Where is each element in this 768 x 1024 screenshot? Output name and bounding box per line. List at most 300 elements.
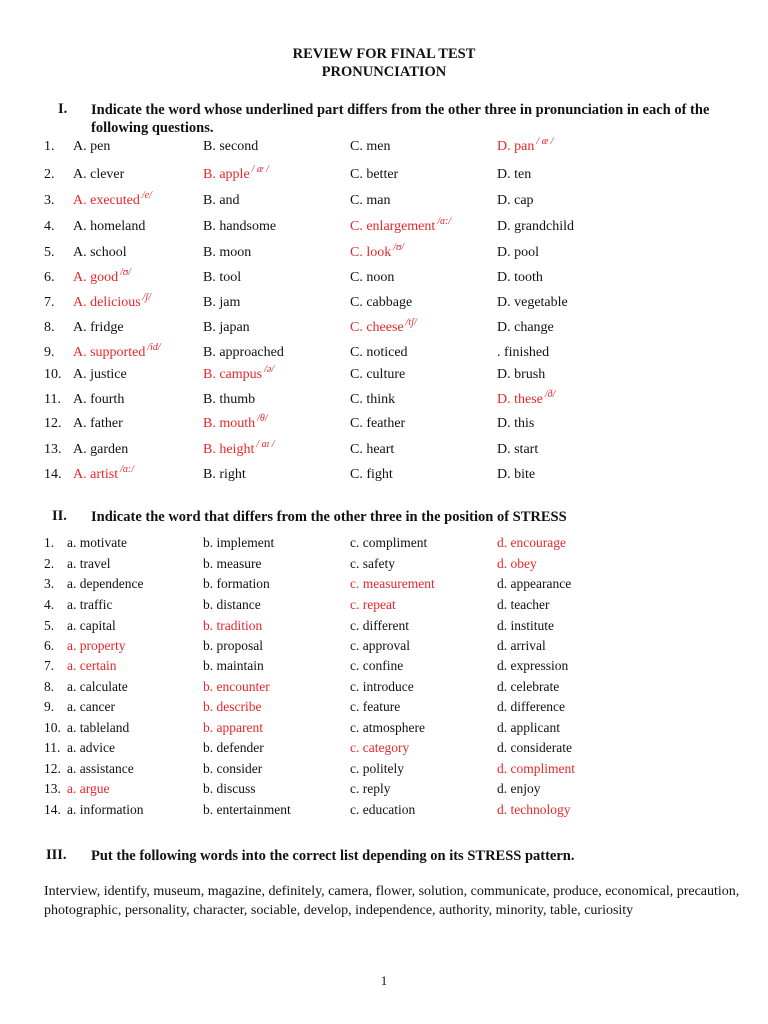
option-text: c. confine xyxy=(350,658,404,673)
option-text: C. noon xyxy=(350,270,395,285)
option-text: A. fourth xyxy=(73,392,125,407)
option-a xyxy=(73,245,127,261)
option-text: d. considerate xyxy=(497,740,572,755)
option-text: A. father xyxy=(73,416,123,431)
ipa-annotation: /ʊ/ xyxy=(120,267,131,278)
question-number xyxy=(44,761,61,777)
answer-option-b xyxy=(203,164,269,183)
question-row xyxy=(0,638,768,658)
option-text: 14. xyxy=(44,467,62,482)
question-number xyxy=(44,802,61,818)
option-text: C. man xyxy=(350,193,391,208)
option-text: 12. xyxy=(44,416,62,431)
option-text: b. entertainment xyxy=(203,802,291,817)
option-text: B. thumb xyxy=(203,392,256,407)
answer-option-c xyxy=(350,576,435,592)
option-d xyxy=(497,367,545,383)
option-b xyxy=(203,392,255,408)
option-d xyxy=(497,167,531,183)
answer-option-c xyxy=(350,317,417,336)
option-text: 14. xyxy=(44,802,61,817)
question-row xyxy=(0,761,768,781)
option-c xyxy=(350,535,427,551)
option-d xyxy=(497,219,574,235)
option-text: B. approached xyxy=(203,345,284,360)
option-text: b. implement xyxy=(203,535,275,550)
option-c xyxy=(350,679,414,695)
answer-option-a xyxy=(73,190,152,209)
option-text: B. handsome xyxy=(203,219,277,234)
option-a xyxy=(67,699,115,715)
option-c xyxy=(350,781,390,797)
option-d xyxy=(497,295,568,311)
option-text: b. tradition xyxy=(203,618,263,633)
option-text: A. pen xyxy=(73,139,111,154)
option-b xyxy=(203,270,241,286)
option-text: A. garden xyxy=(73,442,129,457)
option-d xyxy=(497,576,571,592)
option-text: 12. xyxy=(44,761,61,776)
ipa-annotation: /e/ xyxy=(141,190,152,201)
option-a xyxy=(73,320,124,336)
ipa-annotation: /ɑ:/ xyxy=(437,216,452,227)
option-text: A. delicious xyxy=(73,295,141,310)
option-text: C. heart xyxy=(350,442,395,457)
option-a xyxy=(73,392,124,408)
option-text: D. tooth xyxy=(497,270,543,285)
option-c xyxy=(350,345,408,361)
option-b xyxy=(203,597,261,613)
option-text: a. motivate xyxy=(67,535,127,550)
section-1-instruction: Indicate the word whose underlined part differs from the other three in pronunciation in each of the following questions. xyxy=(91,102,710,136)
question-row xyxy=(0,464,768,487)
question-number xyxy=(44,467,62,483)
question-row xyxy=(0,720,768,740)
option-text: a. tableland xyxy=(67,720,130,735)
option-b xyxy=(203,245,251,261)
option-b xyxy=(203,740,264,756)
option-text: C. feather xyxy=(350,416,406,431)
answer-option-b xyxy=(203,618,262,634)
option-b xyxy=(203,320,250,336)
answer-option-a xyxy=(73,342,161,361)
option-text: c. politely xyxy=(350,761,404,776)
option-text: c. compliment xyxy=(350,535,428,550)
option-text: b. distance xyxy=(203,597,261,612)
option-c xyxy=(350,761,404,777)
option-d xyxy=(497,618,554,634)
option-text: . finished xyxy=(497,345,550,360)
ipa-annotation: /id/ xyxy=(147,342,161,353)
option-b xyxy=(203,761,262,777)
option-text: d. technology xyxy=(497,802,571,817)
option-d xyxy=(497,245,539,261)
question-number xyxy=(44,781,61,797)
option-text: D. bite xyxy=(497,467,536,482)
option-c xyxy=(350,392,395,408)
question-number xyxy=(44,139,55,155)
option-b xyxy=(203,219,276,235)
question-row xyxy=(0,597,768,617)
option-text: 5. xyxy=(44,618,55,633)
option-text: a. argue xyxy=(67,781,110,796)
question-row xyxy=(0,740,768,760)
answer-option-d xyxy=(497,556,537,572)
option-text: a. traffic xyxy=(67,597,113,612)
question-row xyxy=(0,364,768,387)
question-number xyxy=(44,345,55,361)
option-c xyxy=(350,167,398,183)
question-number xyxy=(44,270,55,286)
option-d xyxy=(497,345,549,361)
ipa-annotation: / æ / xyxy=(536,136,554,147)
question-number xyxy=(44,720,61,736)
option-c xyxy=(350,802,415,818)
option-a xyxy=(67,618,116,634)
question-number xyxy=(44,535,54,551)
option-c xyxy=(350,467,393,483)
option-b xyxy=(203,781,256,797)
option-d xyxy=(497,740,572,756)
option-text: A. good xyxy=(73,270,119,285)
option-d xyxy=(497,781,541,797)
option-a xyxy=(67,576,143,592)
option-text: B. apple xyxy=(203,167,250,182)
option-a xyxy=(73,442,128,458)
ipa-annotation: /ə/ xyxy=(264,364,275,375)
option-text: 5. xyxy=(44,245,55,260)
option-text: d. teacher xyxy=(497,597,550,612)
option-d xyxy=(497,658,568,674)
option-text: 10. xyxy=(44,367,62,382)
option-text: C. cabbage xyxy=(350,295,413,310)
option-a xyxy=(67,597,112,613)
option-d xyxy=(497,467,535,483)
option-text: b. defender xyxy=(203,740,264,755)
answer-option-c xyxy=(350,242,404,261)
option-text: B. mouth xyxy=(203,416,256,431)
question-number xyxy=(44,699,54,715)
option-text: c. measurement xyxy=(350,576,435,591)
option-a xyxy=(73,139,110,155)
option-text: D. these xyxy=(497,392,543,407)
section-2-number: II. xyxy=(52,508,67,524)
option-text: a. travel xyxy=(67,556,111,571)
answer-option-b xyxy=(203,439,275,458)
question-row xyxy=(0,389,768,412)
question-row xyxy=(0,679,768,699)
section-1-number: I. xyxy=(58,101,68,117)
question-number xyxy=(44,597,54,613)
option-d xyxy=(497,699,565,715)
option-c xyxy=(350,367,405,383)
option-text: 4. xyxy=(44,597,55,612)
option-text: 7. xyxy=(44,295,55,310)
option-b xyxy=(203,802,291,818)
answer-option-a xyxy=(67,658,116,674)
answer-option-b xyxy=(203,364,275,383)
answer-option-a xyxy=(67,781,109,797)
option-text: B. height xyxy=(203,442,255,457)
option-a xyxy=(73,416,123,432)
option-text: D. this xyxy=(497,416,535,431)
option-text: a. information xyxy=(67,802,144,817)
answer-option-d xyxy=(497,389,556,408)
option-text: D. pan xyxy=(497,139,535,154)
question-number xyxy=(44,392,61,408)
question-row xyxy=(0,190,768,213)
option-text: b. describe xyxy=(203,699,262,714)
option-text: d. arrival xyxy=(497,638,546,653)
question-number xyxy=(44,219,55,235)
option-d xyxy=(497,442,538,458)
option-b xyxy=(203,556,261,572)
question-number xyxy=(44,740,60,756)
option-text: c. repeat xyxy=(350,597,396,612)
option-text: a. capital xyxy=(67,618,116,633)
option-text: 6. xyxy=(44,638,55,653)
ipa-annotation: /θ/ xyxy=(257,413,268,424)
option-text: A. artist xyxy=(73,467,119,482)
option-text: 1. xyxy=(44,139,55,154)
answer-option-b xyxy=(203,699,261,715)
option-text: 3. xyxy=(44,193,55,208)
document-subtitle: PRONUNCIATION xyxy=(321,64,447,80)
option-text: D. ten xyxy=(497,167,532,182)
option-text: 8. xyxy=(44,679,55,694)
option-text: B. japan xyxy=(203,320,250,335)
question-number xyxy=(44,679,54,695)
option-c xyxy=(350,638,410,654)
section-3-number: III. xyxy=(46,847,67,863)
section-3-instruction: Put the following words into the correct list depending on its STRESS pattern. xyxy=(91,848,575,864)
option-c xyxy=(350,442,394,458)
option-c xyxy=(350,556,395,572)
option-text: 13. xyxy=(44,442,62,457)
option-text: A. school xyxy=(73,245,127,260)
answer-option-c xyxy=(350,740,409,756)
option-c xyxy=(350,658,403,674)
option-c xyxy=(350,416,405,432)
option-text: 7. xyxy=(44,658,55,673)
ipa-annotation: /ɑ:/ xyxy=(120,464,134,475)
option-c xyxy=(350,139,390,155)
option-text: C. noticed xyxy=(350,345,408,360)
option-text: a. advice xyxy=(67,740,115,755)
option-text: 10. xyxy=(44,720,61,735)
question-row xyxy=(0,216,768,239)
question-number xyxy=(44,295,55,311)
option-text: D. change xyxy=(497,320,554,335)
ipa-annotation: / æ / xyxy=(251,164,269,175)
option-text: c. different xyxy=(350,618,409,633)
option-d xyxy=(497,320,554,336)
option-b xyxy=(203,193,240,209)
option-text: B. right xyxy=(203,467,246,482)
option-text: A. homeland xyxy=(73,219,146,234)
answer-option-a xyxy=(67,638,125,654)
option-text: d. appearance xyxy=(497,576,572,591)
option-text: a. assistance xyxy=(67,761,134,776)
option-text: d. expression xyxy=(497,658,569,673)
option-text: B. second xyxy=(203,139,259,154)
question-row xyxy=(0,413,768,436)
option-text: a. property xyxy=(67,638,126,653)
option-b xyxy=(203,658,264,674)
question-row xyxy=(0,576,768,596)
ipa-annotation: / aɪ / xyxy=(256,439,275,450)
option-text: C. look xyxy=(350,245,392,260)
option-d xyxy=(497,416,534,432)
answer-option-a xyxy=(73,464,134,483)
option-text: D. vegetable xyxy=(497,295,568,310)
option-b xyxy=(203,535,274,551)
question-row xyxy=(0,535,768,555)
option-text: B. campus xyxy=(203,367,263,382)
question-number xyxy=(44,576,54,592)
option-c xyxy=(350,618,409,634)
option-text: c. safety xyxy=(350,556,395,571)
question-row xyxy=(0,317,768,340)
option-text: C. better xyxy=(350,167,399,182)
option-text: b. maintain xyxy=(203,658,264,673)
option-text: b. apparent xyxy=(203,720,263,735)
section-3-word-list: Interview, identify, museum, magazine, definitely, camera, flower, solution, communicate, produce, economical, precaution, photographic, personality, character, sociable, develop, independence, authority, minority, table, curiosity xyxy=(44,884,740,918)
option-c xyxy=(350,270,394,286)
answer-option-a xyxy=(73,292,152,311)
option-a xyxy=(73,167,124,183)
option-c xyxy=(350,699,400,715)
answer-option-c xyxy=(350,216,452,235)
option-text: b. proposal xyxy=(203,638,263,653)
option-c xyxy=(350,295,412,311)
question-row xyxy=(0,267,768,290)
question-row xyxy=(0,136,768,159)
option-d xyxy=(497,270,543,286)
question-row xyxy=(0,618,768,638)
option-text: C. fight xyxy=(350,467,393,482)
option-text: d. compliment xyxy=(497,761,575,776)
option-a xyxy=(73,219,145,235)
answer-option-d xyxy=(497,136,554,155)
option-text: 9. xyxy=(44,699,55,714)
option-b xyxy=(203,345,284,361)
option-text: 13. xyxy=(44,781,61,796)
option-text: d. applicant xyxy=(497,720,560,735)
option-text: 11. xyxy=(44,740,61,755)
option-b xyxy=(203,576,270,592)
option-text: A. justice xyxy=(73,367,127,382)
option-d xyxy=(497,720,560,736)
option-a xyxy=(67,761,134,777)
question-number xyxy=(44,416,62,432)
option-text: 1. xyxy=(44,535,55,550)
option-text: b. formation xyxy=(203,576,270,591)
option-text: D. pool xyxy=(497,245,539,260)
question-number xyxy=(44,245,55,261)
question-number xyxy=(44,442,62,458)
option-a xyxy=(67,740,115,756)
option-text: b. encounter xyxy=(203,679,270,694)
option-d xyxy=(497,679,559,695)
question-row xyxy=(0,658,768,678)
option-text: A. supported xyxy=(73,345,146,360)
option-text: C. cheese xyxy=(350,320,404,335)
question-row xyxy=(0,342,768,365)
option-a xyxy=(73,367,127,383)
option-text: B. and xyxy=(203,193,240,208)
question-row xyxy=(0,556,768,576)
option-a xyxy=(67,802,143,818)
option-text: d. enjoy xyxy=(497,781,541,796)
question-number xyxy=(44,658,54,674)
question-row xyxy=(0,802,768,822)
answer-option-d xyxy=(497,802,571,818)
option-text: B. tool xyxy=(203,270,242,285)
option-text: 3. xyxy=(44,576,55,591)
answer-option-b xyxy=(203,720,263,736)
option-d xyxy=(497,193,534,209)
question-row xyxy=(0,699,768,719)
option-a xyxy=(67,720,129,736)
option-text: d. celebrate xyxy=(497,679,560,694)
question-number xyxy=(44,367,62,383)
question-number xyxy=(44,167,55,183)
option-text: D. brush xyxy=(497,367,546,382)
answer-option-a xyxy=(73,267,131,286)
question-number xyxy=(44,193,55,209)
option-text: 11. xyxy=(44,392,61,407)
option-text: c. reply xyxy=(350,781,391,796)
option-b xyxy=(203,139,258,155)
option-text: d. encourage xyxy=(497,535,566,550)
option-a xyxy=(67,556,110,572)
option-text: C. men xyxy=(350,139,391,154)
option-text: a. cancer xyxy=(67,699,115,714)
option-c xyxy=(350,193,390,209)
option-text: d. institute xyxy=(497,618,554,633)
ipa-annotation: /ʃ/ xyxy=(142,292,152,303)
answer-option-c xyxy=(350,597,396,613)
question-number xyxy=(44,320,55,336)
option-text: c. approval xyxy=(350,638,410,653)
answer-option-b xyxy=(203,679,270,695)
answer-option-d xyxy=(497,761,575,777)
option-text: a. certain xyxy=(67,658,117,673)
option-text: 8. xyxy=(44,320,55,335)
ipa-annotation: /ð/ xyxy=(544,389,556,400)
option-text: a. dependence xyxy=(67,576,144,591)
option-text: d. difference xyxy=(497,699,565,714)
ipa-annotation: /tʃ/ xyxy=(405,317,417,328)
option-text: C. culture xyxy=(350,367,406,382)
option-text: 9. xyxy=(44,345,55,360)
question-row xyxy=(0,781,768,801)
answer-option-b xyxy=(203,413,268,432)
question-row xyxy=(0,439,768,462)
option-text: c. feature xyxy=(350,699,401,714)
option-text: A. clever xyxy=(73,167,125,182)
option-text: c. category xyxy=(350,740,410,755)
option-b xyxy=(203,467,246,483)
option-d xyxy=(497,638,546,654)
option-text: D. cap xyxy=(497,193,534,208)
option-text: A. fridge xyxy=(73,320,124,335)
option-c xyxy=(350,720,425,736)
question-number xyxy=(44,618,54,634)
option-text: b. consider xyxy=(203,761,263,776)
option-b xyxy=(203,295,240,311)
